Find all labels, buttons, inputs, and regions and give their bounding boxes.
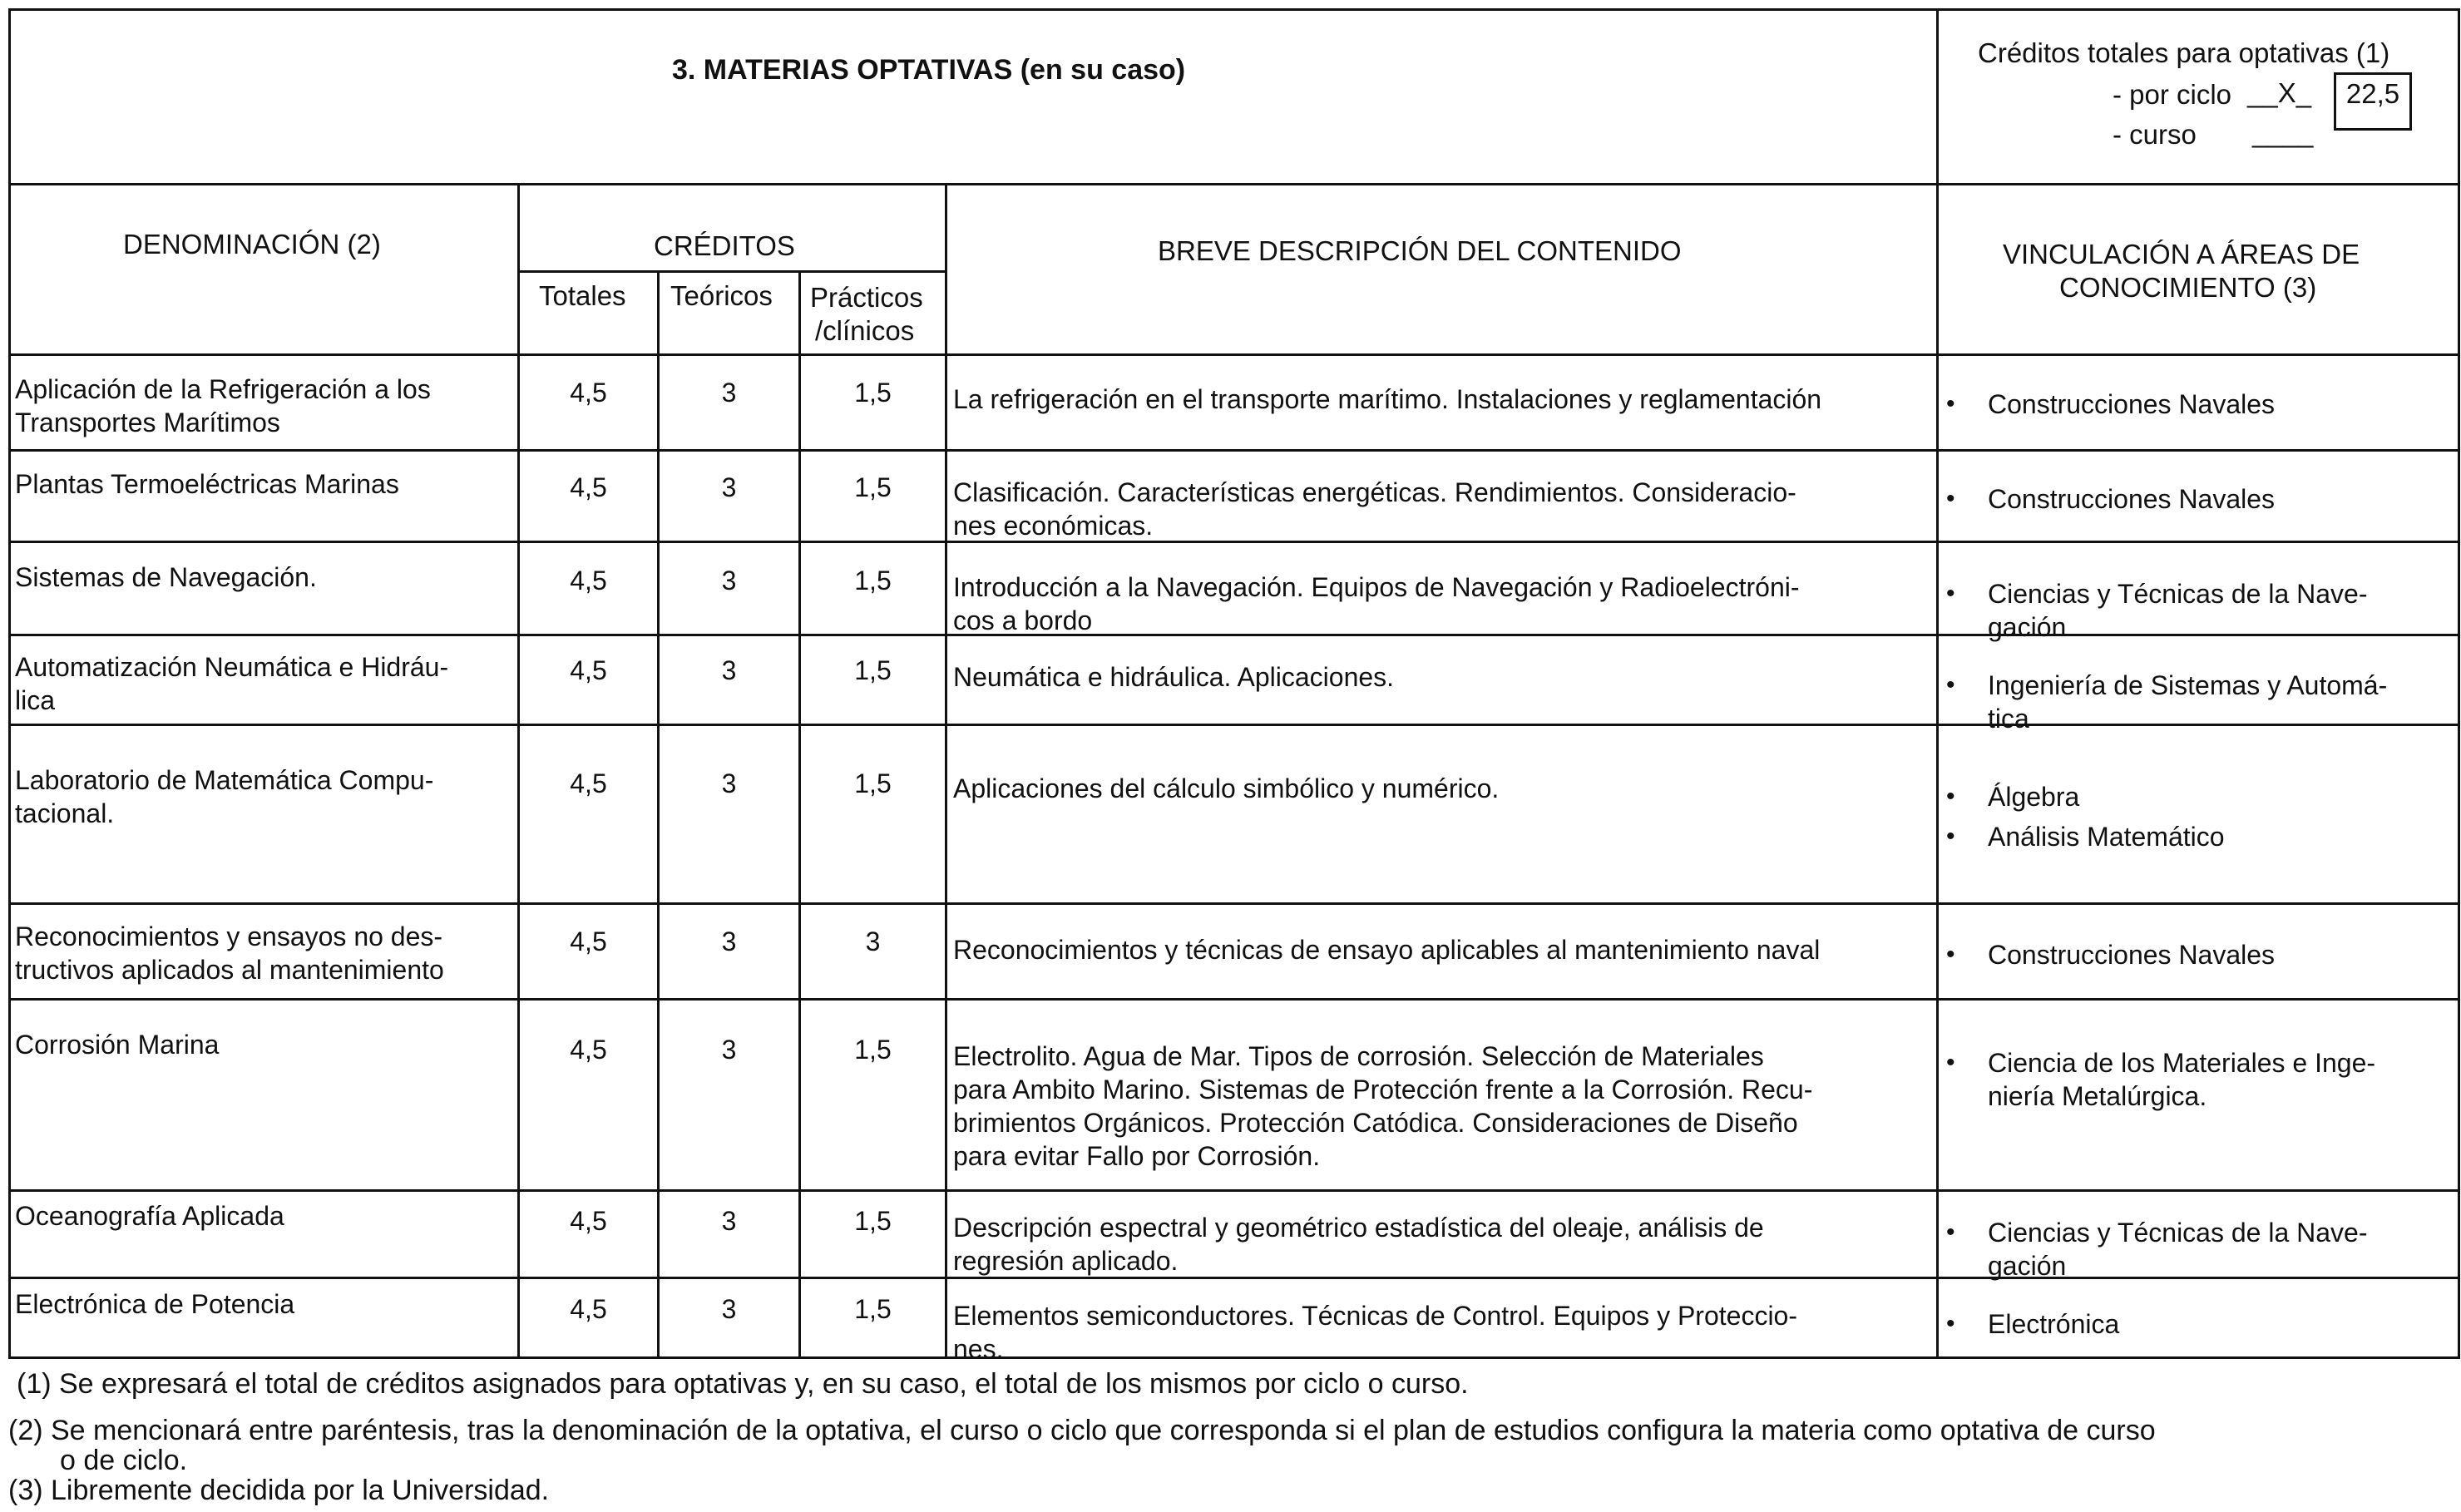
row-4-totales: 4,5 <box>570 655 607 685</box>
row-9-descripcion <box>953 1299 1797 1366</box>
row-5-areas <box>1943 780 2225 860</box>
row-6-totales: 4,5 <box>570 926 607 956</box>
row-8-area-1: • Ciencias y Técnicas de la Nave- gación <box>1943 1216 2368 1282</box>
rule-row-1 <box>8 449 2460 452</box>
rule-creditos-sub <box>517 270 947 273</box>
row-6-descripcion <box>953 933 1820 966</box>
row-7-desc-l2: para Ambito Marino. Sistemas de Protección frente a la Corrosión. Recu- <box>953 1075 1813 1104</box>
row-5-totales: 4,5 <box>570 768 607 798</box>
row-8-teoricos: 3 <box>721 1206 737 1236</box>
rule-row-7 <box>8 1189 2460 1192</box>
rule-header-bottom <box>8 183 2460 185</box>
row-7-descripcion <box>953 1040 1812 1173</box>
col-descripcion: BREVE DESCRIPCIÓN DEL CONTENIDO <box>1158 235 1682 266</box>
row-8-descripcion <box>953 1211 1764 1277</box>
total-credits-box: 22,5 <box>2334 72 2412 131</box>
row-4-desc-l1: Neumática e hidráulica. Aplicaciones. <box>953 662 1395 692</box>
row-9-practicos: 1,5 <box>854 1294 892 1324</box>
row-2-desc-l2: nes económicas. <box>953 511 1154 541</box>
row-8-desc-l2: regresión aplicado. <box>953 1246 1179 1276</box>
rule-col-5 <box>1936 8 1939 1359</box>
col-denominacion: DENOMINACIÓN (2) <box>123 229 381 259</box>
row-4-name-l1: Automatización Neumática e Hidráu- <box>15 652 449 682</box>
rule-col-3 <box>798 270 801 1359</box>
row-1-name-l1: Aplicación de la Refrigeración a los <box>15 374 431 404</box>
row-2-name-l1: Plantas Termoeléctricas Marinas <box>15 469 399 499</box>
row-3-desc-l2: cos a bordo <box>953 605 1093 635</box>
row-1-practicos: 1,5 <box>854 378 892 408</box>
row-6-area-1: • Construcciones Navales <box>1943 938 2275 971</box>
row-8-totales: 4,5 <box>570 1206 607 1236</box>
col-vinculacion-line1: VINCULACIÓN A ÁREAS DE <box>2003 239 2360 269</box>
rule-row-6 <box>8 998 2460 1001</box>
row-3-name-l1: Sistemas de Navegación. <box>15 562 317 592</box>
footnote-1: (1) Se expresará el total de créditos asignados para optativas y, en su caso, el total de los mismos por ciclo o curso. <box>17 1368 1469 1400</box>
row-4-name-l2: lica <box>15 685 56 715</box>
footnote-3: (3) Libremente decidida por la Universidad. <box>8 1475 550 1506</box>
row-8-denominacion <box>15 1199 284 1233</box>
curso-label: - curso <box>2113 119 2197 150</box>
col-practicos-clinicos: /clínicos <box>815 315 915 346</box>
row-8-name-l1: Oceanografía Aplicada <box>15 1201 284 1231</box>
row-7-practicos: 1,5 <box>854 1035 892 1065</box>
row-8-desc-l1: Descripción espectral y geométrico estadística del oleaje, análisis de <box>953 1213 1764 1243</box>
rule-row-5 <box>8 902 2460 905</box>
row-1-descripcion <box>953 383 1821 416</box>
row-1-areas <box>1943 388 2275 427</box>
row-3-desc-l1: Introducción a la Navegación. Equipos de Navegación y Radioelectróni- <box>953 572 1800 602</box>
row-4-areas <box>1943 669 2387 742</box>
row-2-areas <box>1943 482 2275 522</box>
row-9-areas <box>1943 1307 2119 1347</box>
row-2-descripcion <box>953 476 1796 542</box>
row-1-area-1: • Construcciones Navales <box>1943 388 2275 421</box>
row-3-area-1: • Ciencias y Técnicas de la Nave- gación <box>1943 577 2368 644</box>
row-7-teoricos: 3 <box>721 1035 737 1065</box>
row-3-totales: 4,5 <box>570 566 607 595</box>
footnote-2b: o de ciclo. <box>60 1445 188 1476</box>
row-7-desc-l4: para evitar Fallo por Corrosión. <box>953 1141 1321 1171</box>
row-1-teoricos: 3 <box>721 378 737 408</box>
row-4-area-1: • Ingeniería de Sistemas y Automá- tica <box>1943 669 2387 735</box>
rule-colhead-bottom <box>8 353 2460 356</box>
row-4-practicos: 1,5 <box>854 655 892 685</box>
row-5-area-2: • Análisis Matemático <box>1943 820 2225 853</box>
footnote-2a: (2) Se mencionará entre paréntesis, tras la denominación de la optativa, el curso o ciclo que corresponda si el plan de estudios configura la materia como optativa de curso <box>8 1415 2156 1446</box>
row-1-denominacion <box>15 373 431 439</box>
row-6-name-l1: Reconocimientos y ensayos no des- <box>15 922 443 951</box>
row-4-descripcion <box>953 660 1394 694</box>
row-4-teoricos: 3 <box>721 655 737 685</box>
col-totales: Totales <box>539 280 626 311</box>
row-2-area-1: • Construcciones Navales <box>1943 482 2275 516</box>
row-2-practicos: 1,5 <box>854 472 892 502</box>
row-3-descripcion <box>953 571 1800 637</box>
row-3-denominacion <box>15 561 317 594</box>
row-8-practicos: 1,5 <box>854 1206 892 1236</box>
row-5-descripcion <box>953 772 1499 805</box>
row-9-denominacion <box>15 1287 294 1321</box>
col-practicos: Prácticos <box>810 282 923 313</box>
row-5-name-l1: Laboratorio de Matemática Compu- <box>15 765 434 795</box>
row-5-name-l2: tacional. <box>15 798 115 828</box>
row-7-name-l1: Corrosión Marina <box>15 1030 220 1060</box>
col-teoricos: Teóricos <box>670 280 773 311</box>
col-vinculacion-line2: CONOCIMIENTO (3) <box>2059 272 2317 303</box>
rule-col-2 <box>657 270 660 1359</box>
row-7-denominacion <box>15 1028 219 1061</box>
row-2-totales: 4,5 <box>570 472 607 502</box>
row-7-areas <box>1943 1046 2375 1119</box>
row-9-name-l1: Electrónica de Potencia <box>15 1289 295 1319</box>
page-title: 3. MATERIAS OPTATIVAS (en su caso) <box>672 54 1186 86</box>
credits-total-label: Créditos totales para optativas (1) <box>1978 37 2390 68</box>
row-3-teoricos: 3 <box>721 566 737 595</box>
por-ciclo-label: - por ciclo <box>2113 79 2232 110</box>
row-9-desc-l1: Elementos semiconductores. Técnicas de Control. Equipos y Proteccio- <box>953 1301 1797 1331</box>
row-9-totales: 4,5 <box>570 1294 607 1324</box>
row-7-totales: 4,5 <box>570 1035 607 1065</box>
col-creditos: CRÉDITOS <box>654 230 795 261</box>
row-1-desc-l1: La refrigeración en el transporte marítimo. Instalaciones y reglamentación <box>953 384 1822 414</box>
row-7-desc-l1: Electrolito. Agua de Mar. Tipos de corrosión. Selección de Materiales <box>953 1041 1764 1071</box>
row-6-denominacion <box>15 920 444 986</box>
row-5-denominacion <box>15 763 433 830</box>
row-4-denominacion <box>15 650 448 717</box>
row-8-areas <box>1943 1216 2368 1289</box>
row-6-practicos: 3 <box>865 926 881 956</box>
row-6-name-l2: tructivos aplicados al mantenimiento <box>15 955 444 985</box>
row-3-areas <box>1943 577 2368 650</box>
row-5-area-1: • Álgebra <box>1943 780 2225 813</box>
row-6-desc-l1: Reconocimientos y técnicas de ensayo aplicables al mantenimiento naval <box>953 935 1821 965</box>
row-1-name-l2: Transportes Marítimos <box>15 408 280 437</box>
row-3-practicos: 1,5 <box>854 566 892 595</box>
row-1-totales: 4,5 <box>570 378 607 408</box>
row-9-desc-l2: nes. <box>953 1334 1004 1364</box>
curso-blank: ____ <box>2252 117 2314 148</box>
row-7-desc-l3: brimientos Orgánicos. Protección Catódica. Consideraciones de Diseño <box>953 1108 1798 1138</box>
rule-col-4 <box>945 183 947 1359</box>
row-7-area-1: • Ciencia de los Materiales e Inge- niería Metalúrgica. <box>1943 1046 2375 1113</box>
row-6-teoricos: 3 <box>721 926 737 956</box>
por-ciclo-mark: __X_ <box>2247 77 2312 108</box>
row-9-teoricos: 3 <box>721 1294 737 1324</box>
row-2-denominacion <box>15 467 399 501</box>
row-5-teoricos: 3 <box>721 768 737 798</box>
row-6-areas <box>1943 938 2275 978</box>
row-2-teoricos: 3 <box>721 472 737 502</box>
row-9-area-1: • Electrónica <box>1943 1307 2119 1341</box>
row-5-desc-l1: Aplicaciones del cálculo simbólico y numérico. <box>953 773 1500 803</box>
row-5-practicos: 1,5 <box>854 768 892 798</box>
row-2-desc-l1: Clasificación. Características energéticas. Rendimientos. Consideracio- <box>953 477 1796 507</box>
